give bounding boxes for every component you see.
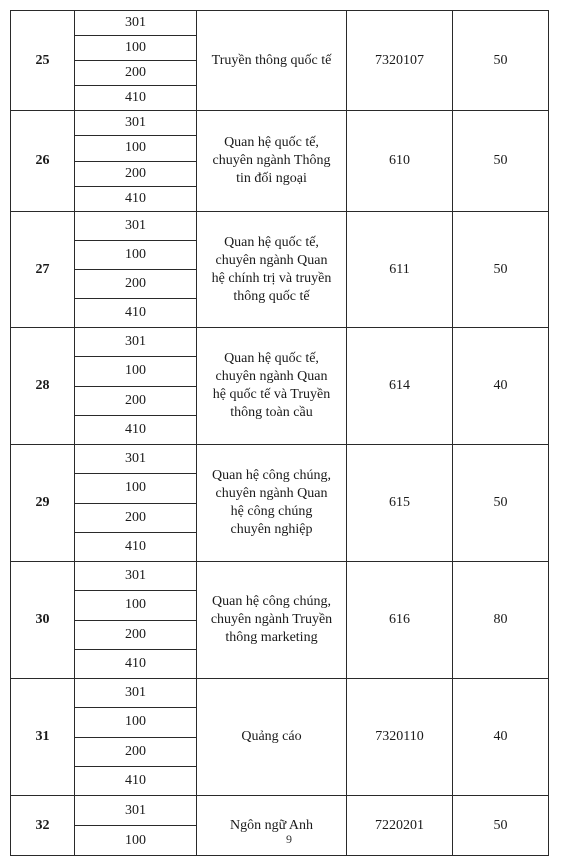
program-code-cell: 616 bbox=[347, 562, 453, 679]
subject-code-cell: 100 bbox=[75, 36, 197, 61]
program-name-line: chuyên ngành Quan bbox=[215, 252, 328, 268]
subject-code-cell: 100 bbox=[75, 591, 197, 620]
subject-code-cell: 410 bbox=[75, 415, 197, 444]
row-number-cell: 29 bbox=[11, 445, 75, 562]
quota-cell: 40 bbox=[453, 679, 549, 796]
program-name-line: chuyên ngành Thông bbox=[212, 153, 331, 168]
program-name-line: chuyên ngành Quan bbox=[215, 486, 328, 501]
program-code-cell: 611 bbox=[347, 212, 453, 328]
program-name-line: Quan hệ công chúng, bbox=[212, 468, 331, 483]
subject-code-cell: 301 bbox=[75, 796, 197, 826]
program-name-line: Quảng cáo bbox=[241, 729, 302, 744]
subject-code-cell: 100 bbox=[75, 826, 197, 856]
subject-code-cell: 200 bbox=[75, 737, 197, 766]
subject-code-cell: 200 bbox=[75, 620, 197, 649]
program-name-line: hệ công chúng bbox=[230, 504, 313, 519]
row-number-cell: 25 bbox=[11, 11, 75, 111]
quota-cell: 50 bbox=[453, 796, 549, 856]
subject-code-cell: 410 bbox=[75, 532, 197, 561]
subject-code-cell: 301 bbox=[75, 328, 197, 357]
subject-code-cell: 100 bbox=[75, 136, 197, 161]
quota-cell: 50 bbox=[453, 212, 549, 328]
row-number-cell: 30 bbox=[11, 562, 75, 679]
program-name-cell bbox=[197, 562, 347, 679]
program-name-line: Truyền thông quốc tế bbox=[211, 52, 332, 68]
subject-code-cell: 301 bbox=[75, 111, 197, 136]
table-row bbox=[11, 11, 549, 36]
row-number-cell: 32 bbox=[11, 796, 75, 856]
program-name-cell bbox=[197, 679, 347, 796]
program-name-cell bbox=[197, 328, 347, 445]
program-name-cell bbox=[197, 212, 347, 328]
program-name-line: Quan hệ công chúng, bbox=[212, 594, 331, 609]
table-row bbox=[11, 796, 549, 826]
program-code-cell: 615 bbox=[347, 445, 453, 562]
subject-code-cell: 410 bbox=[75, 649, 197, 678]
quota-cell: 50 bbox=[453, 111, 549, 212]
program-code-cell: 610 bbox=[347, 111, 453, 212]
program-name-line: hệ quốc tế và Truyền bbox=[212, 387, 331, 402]
quota-cell: 40 bbox=[453, 328, 549, 445]
subject-code-cell: 410 bbox=[75, 299, 197, 328]
program-name-line: hệ chính trị và truyền bbox=[211, 270, 332, 286]
table-row bbox=[11, 212, 549, 241]
quota-cell: 50 bbox=[453, 11, 549, 111]
subject-code-cell: 410 bbox=[75, 86, 197, 111]
program-name-line: thông toàn cầu bbox=[230, 405, 313, 420]
subject-code-cell: 301 bbox=[75, 679, 197, 708]
program-name-line: Quan hệ quốc tế, bbox=[224, 234, 319, 250]
subject-code-cell: 100 bbox=[75, 708, 197, 737]
program-name-line: chuyên nghiệp bbox=[230, 522, 313, 537]
subject-code-cell: 200 bbox=[75, 503, 197, 532]
subject-code-cell: 200 bbox=[75, 386, 197, 415]
row-number-cell: 28 bbox=[11, 328, 75, 445]
program-code-cell: 614 bbox=[347, 328, 453, 445]
subject-code-cell: 200 bbox=[75, 61, 197, 86]
quota-cell: 50 bbox=[453, 445, 549, 562]
subject-code-cell: 301 bbox=[75, 445, 197, 474]
table-row bbox=[11, 679, 549, 708]
table-row bbox=[11, 111, 549, 136]
subject-code-cell: 301 bbox=[75, 562, 197, 591]
subject-code-cell: 100 bbox=[75, 357, 197, 386]
program-name-line: chuyên ngành Truyền bbox=[210, 612, 333, 627]
program-name-line: Quan hệ quốc tế, bbox=[224, 135, 319, 150]
program-name-cell bbox=[197, 796, 347, 856]
table-row bbox=[11, 445, 549, 474]
page-number: 9 bbox=[286, 832, 292, 846]
program-code-cell: 7220201 bbox=[347, 796, 453, 856]
subject-code-cell: 410 bbox=[75, 766, 197, 795]
program-name-line: tin đối ngoại bbox=[236, 171, 307, 186]
row-number-cell: 31 bbox=[11, 679, 75, 796]
program-name-cell bbox=[197, 445, 347, 562]
subject-code-cell: 200 bbox=[75, 161, 197, 186]
program-name-cell bbox=[197, 111, 347, 212]
subject-code-cell: 301 bbox=[75, 11, 197, 36]
program-name-line: thông quốc tế bbox=[233, 288, 310, 304]
row-number-cell: 26 bbox=[11, 111, 75, 212]
quota-cell: 80 bbox=[453, 562, 549, 679]
program-name-cell bbox=[197, 11, 347, 111]
table-body bbox=[11, 11, 549, 856]
subject-code-cell: 100 bbox=[75, 241, 197, 270]
program-name-line: Ngôn ngữ Anh bbox=[229, 817, 314, 833]
subject-code-cell: 410 bbox=[75, 186, 197, 211]
program-code-cell: 7320110 bbox=[347, 679, 453, 796]
program-code-cell: 7320107 bbox=[347, 11, 453, 111]
program-name-line: chuyên ngành Quan bbox=[215, 369, 328, 384]
table-row bbox=[11, 328, 549, 357]
row-number-cell: 27 bbox=[11, 212, 75, 328]
program-name-line: Quan hệ quốc tế, bbox=[224, 351, 319, 366]
subject-code-cell: 200 bbox=[75, 270, 197, 299]
table-row bbox=[11, 562, 549, 591]
program-name-line: thông marketing bbox=[225, 630, 318, 645]
admission-table bbox=[10, 10, 549, 856]
subject-code-cell: 301 bbox=[75, 212, 197, 241]
subject-code-cell: 100 bbox=[75, 474, 197, 503]
